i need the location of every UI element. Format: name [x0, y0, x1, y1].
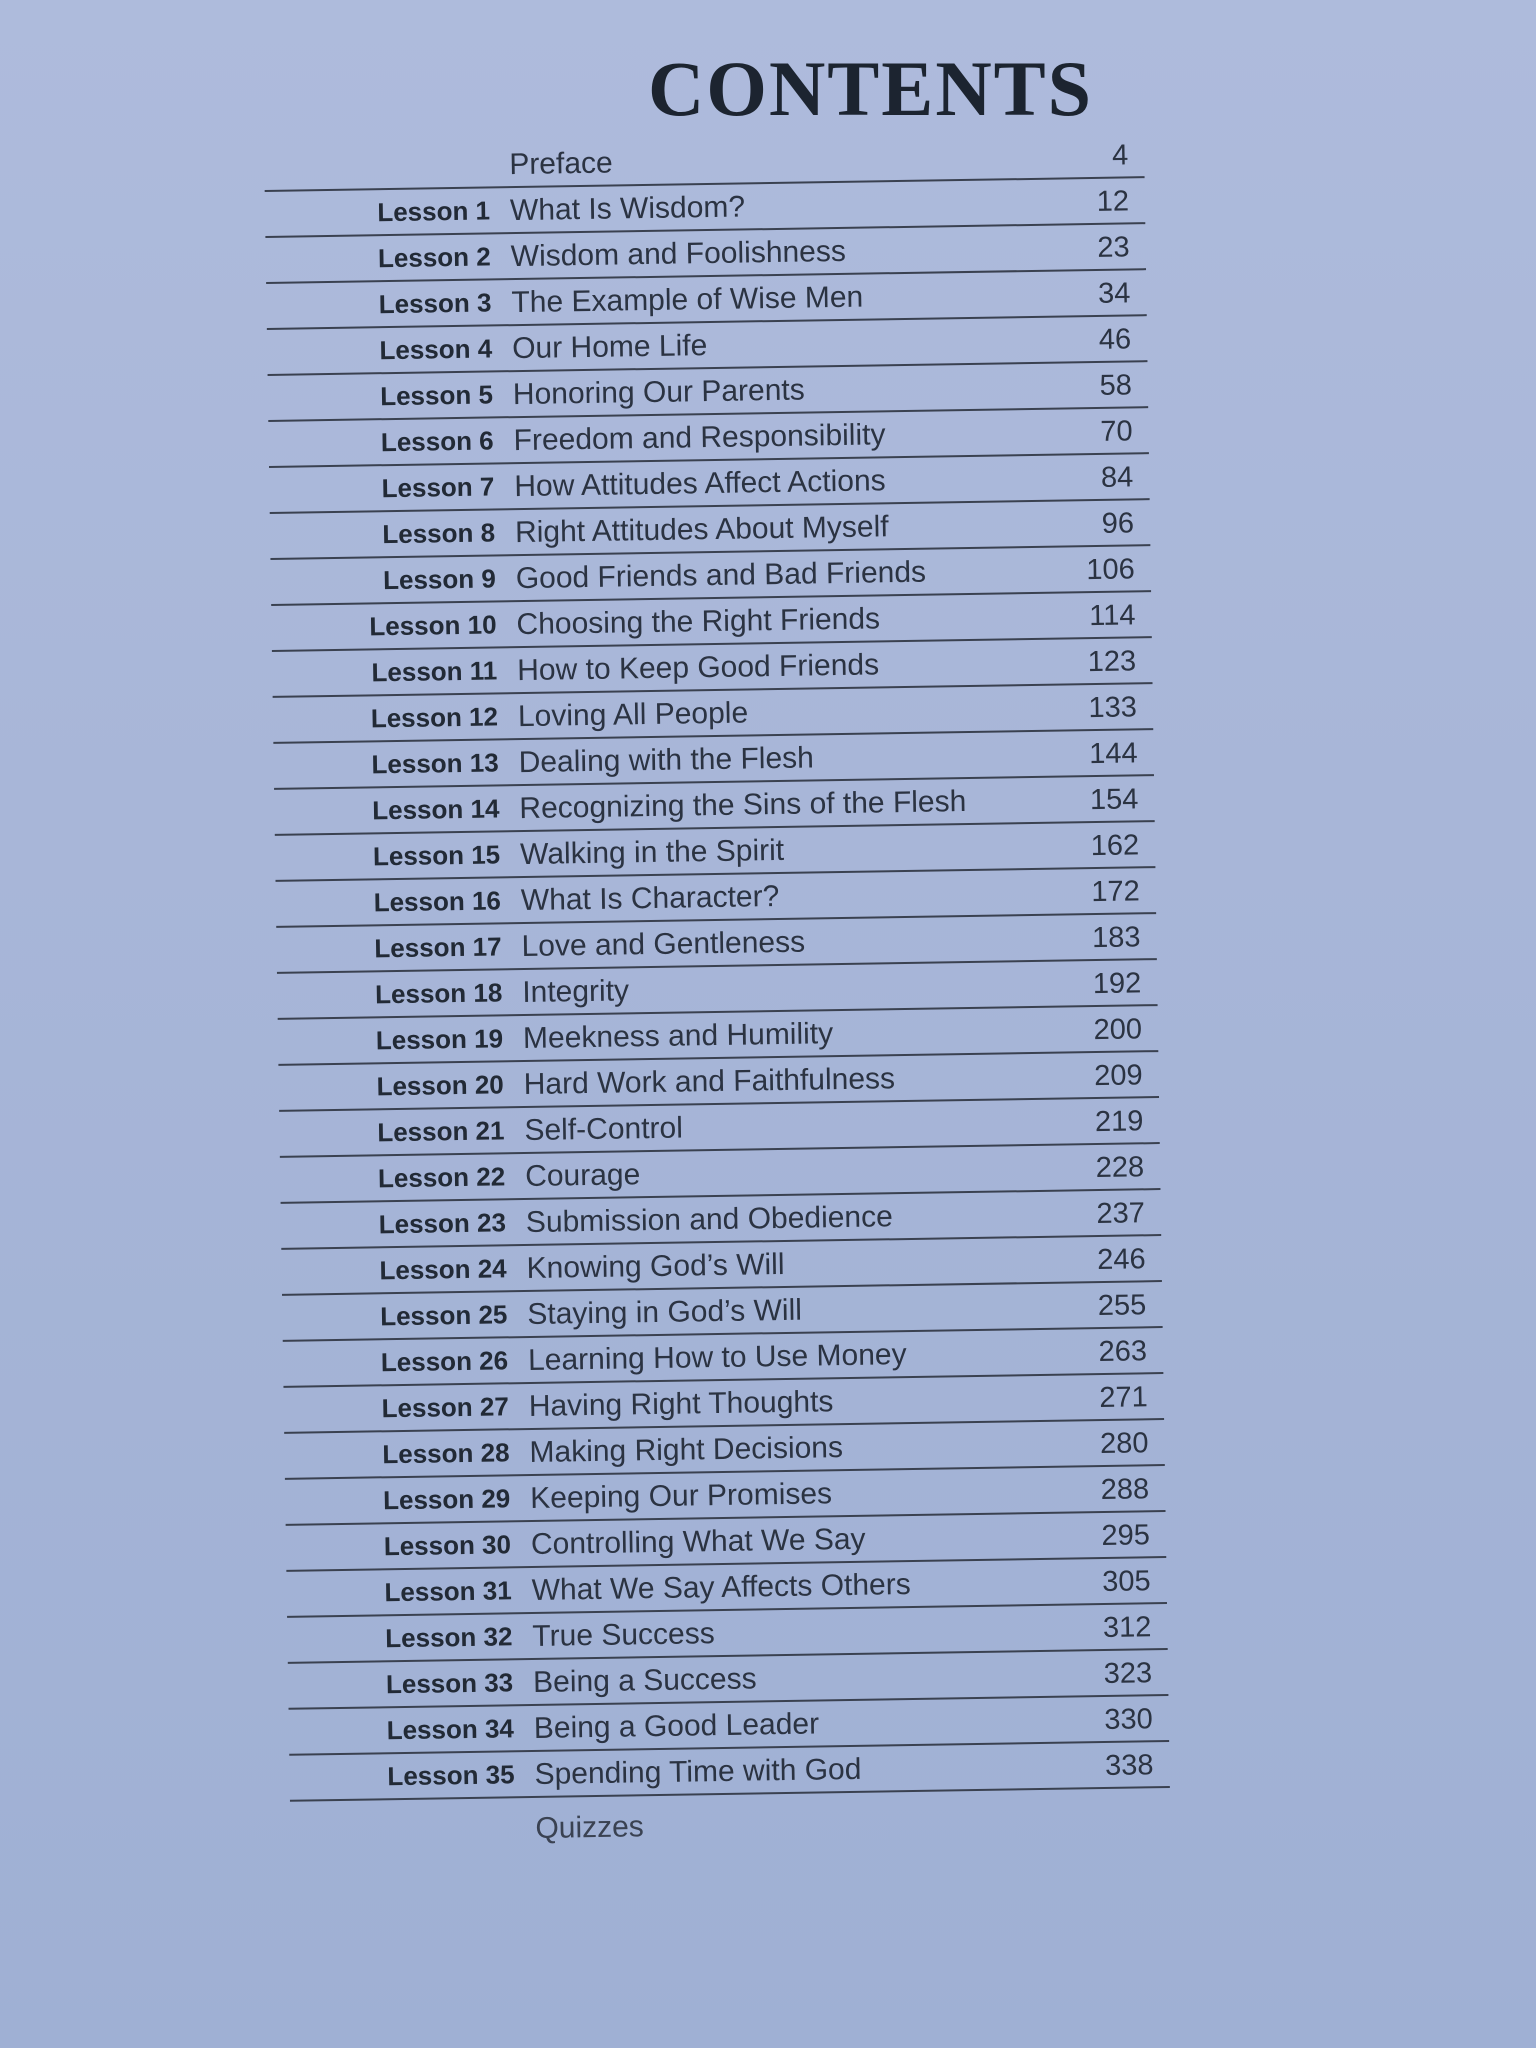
page-title: CONTENTS: [647, 45, 1094, 132]
lesson-topic: Loving All People: [517, 696, 749, 734]
lesson-label: Lesson 28: [382, 1437, 510, 1470]
lesson-label: Lesson 23: [378, 1207, 507, 1240]
toc-page-number: 46: [1098, 323, 1132, 356]
lesson-label: Lesson 22: [377, 1161, 506, 1194]
toc-page-number: 330: [1104, 1703, 1154, 1736]
lesson-label: Lesson 14: [372, 793, 500, 826]
lesson-label: Lesson 21: [377, 1115, 505, 1148]
toc-page-number: 133: [1088, 691, 1138, 725]
lesson-topic: Being a Success: [532, 1662, 757, 1699]
toc-page-number: 162: [1090, 829, 1140, 863]
toc-page-number: 237: [1096, 1197, 1146, 1231]
lesson-list: [265, 178, 1170, 1802]
lesson-topic: The Example of Wise Men: [511, 280, 864, 320]
lesson-label: Lesson 34: [386, 1713, 515, 1746]
lesson-label: Lesson 35: [387, 1759, 515, 1792]
lesson-label: Lesson 15: [372, 839, 501, 872]
toc-topic: Preface: [509, 146, 613, 182]
toc-page-number: 183: [1091, 921, 1141, 955]
lesson-label: Lesson 19: [375, 1023, 504, 1056]
toc-page-number: 114: [1088, 599, 1136, 633]
toc-page-number: 96: [1101, 507, 1135, 540]
toc-page-number: 192: [1092, 967, 1142, 1001]
lesson-label: Lesson 2: [377, 241, 491, 274]
toc-page-number: 12: [1096, 185, 1130, 218]
lesson-topic: What Is Wisdom?: [509, 190, 746, 228]
lesson-label: Lesson 7: [381, 471, 495, 504]
lesson-topic: Having Right Thoughts: [528, 1385, 834, 1423]
lesson-label: Lesson 24: [379, 1253, 507, 1286]
toc-page-number: 295: [1101, 1519, 1151, 1553]
lesson-label: Lesson 29: [382, 1483, 511, 1516]
lesson-topic: Dealing with the Flesh: [518, 741, 815, 780]
toc-page-number: 219: [1094, 1105, 1144, 1139]
lesson-topic: Keeping Our Promises: [529, 1477, 833, 1515]
lesson-label: Lesson 4: [379, 333, 493, 366]
lesson-topic: How Attitudes Affect Actions: [514, 464, 886, 504]
lesson-label: Lesson 25: [379, 1299, 508, 1332]
lesson-label: Lesson 16: [373, 885, 502, 918]
lesson-topic: What Is Character?: [520, 880, 780, 918]
lesson-label: Lesson 20: [376, 1069, 504, 1102]
lesson-topic: Wisdom and Foolishness: [510, 234, 847, 274]
lesson-topic: Choosing the Right Friends: [516, 602, 881, 642]
toc-page-number: 255: [1097, 1289, 1147, 1323]
lesson-topic: Our Home Life: [511, 329, 708, 366]
toc-page-number: 4: [1111, 139, 1129, 172]
lesson-label: Lesson 27: [381, 1391, 510, 1424]
lesson-label: Lesson 6: [380, 425, 494, 458]
lesson-topic: Self-Control: [524, 1111, 684, 1148]
lesson-topic: Being a Good Leader: [533, 1707, 820, 1745]
toc-topic: Quizzes: [535, 1810, 645, 1845]
toc-page-number: 172: [1091, 875, 1141, 909]
lesson-label: Lesson 26: [380, 1345, 509, 1378]
toc-page-number: 305: [1101, 1565, 1151, 1599]
toc-page-number: 338: [1104, 1749, 1154, 1782]
lesson-label: Lesson 11: [371, 655, 498, 688]
lesson-topic: Freedom and Responsibility: [513, 418, 886, 458]
lesson-label: Lesson 31: [384, 1575, 512, 1608]
toc-page-number: 246: [1096, 1243, 1146, 1277]
lesson-label: Lesson 33: [385, 1667, 514, 1700]
lesson-topic: Good Friends and Bad Friends: [515, 555, 927, 596]
toc-page-number: 144: [1088, 737, 1138, 771]
toc-page-number: 209: [1094, 1059, 1143, 1093]
lesson-topic: Right Attitudes About Myself: [514, 510, 889, 550]
lesson-topic: How to Keep Good Friends: [516, 648, 880, 688]
lesson-label: Lesson 13: [371, 747, 499, 780]
lesson-topic: Walking in the Spirit: [519, 833, 785, 872]
toc-page-number: 288: [1100, 1473, 1150, 1507]
lesson-topic: Controlling What We Say: [530, 1522, 866, 1561]
lesson-topic: Hard Work and Faithfulness: [523, 1062, 896, 1102]
lesson-topic: Integrity: [522, 974, 630, 1010]
lesson-label: Lesson 8: [382, 517, 496, 550]
lesson-topic: Courage: [524, 1158, 641, 1194]
toc-page-number: 263: [1098, 1335, 1148, 1369]
toc-page-number: 70: [1100, 415, 1133, 448]
toc-page-number: 23: [1097, 231, 1130, 264]
lesson-label: Lesson 12: [370, 701, 499, 734]
lesson-topic: What We Say Affects Others: [531, 1568, 911, 1607]
toc-page-number: 280: [1099, 1427, 1149, 1461]
lesson-topic: Knowing God’s Will: [526, 1247, 785, 1286]
toc-page-number: 271: [1099, 1381, 1148, 1415]
toc-page-number: 123: [1087, 645, 1137, 679]
lesson-label: Lesson 17: [374, 931, 502, 964]
lesson-topic: Honoring Our Parents: [512, 373, 805, 412]
lesson-topic: Learning How to Use Money: [527, 1338, 907, 1377]
lesson-label: Lesson 30: [383, 1529, 512, 1562]
lesson-label: Lesson 10: [369, 609, 497, 642]
toc-page-number: 58: [1099, 369, 1133, 402]
lesson-topic: Meekness and Humility: [522, 1017, 834, 1056]
lesson-topic: Love and Gentleness: [521, 925, 806, 964]
lesson-label: Lesson 9: [382, 563, 497, 596]
lesson-topic: True Success: [532, 1617, 715, 1653]
lesson-label: Lesson 3: [378, 287, 492, 320]
lesson-label: Lesson 5: [379, 379, 494, 412]
table-of-contents: [264, 134, 1170, 1845]
lesson-topic: Staying in God’s Will: [527, 1293, 803, 1332]
lesson-label: Lesson 18: [374, 977, 503, 1010]
lesson-topic: Recognizing the Sins of the Flesh: [519, 785, 967, 826]
toc-page-number: 323: [1103, 1657, 1153, 1690]
lesson-label: Lesson 32: [385, 1621, 513, 1654]
toc-page-number: 228: [1095, 1151, 1145, 1185]
toc-page-number: 34: [1097, 277, 1131, 310]
lesson-topic: Spending Time with God: [534, 1752, 862, 1791]
toc-page-number: 84: [1100, 461, 1134, 494]
lesson-topic: Submission and Obedience: [525, 1200, 894, 1240]
toc-page-number: 154: [1089, 783, 1139, 817]
toc-page-number: 200: [1093, 1013, 1143, 1047]
lesson-topic: Making Right Decisions: [529, 1431, 844, 1469]
lesson-label: Lesson 1: [377, 195, 491, 228]
toc-page-number: 312: [1102, 1611, 1152, 1645]
toc-page-number: 106: [1086, 553, 1135, 587]
